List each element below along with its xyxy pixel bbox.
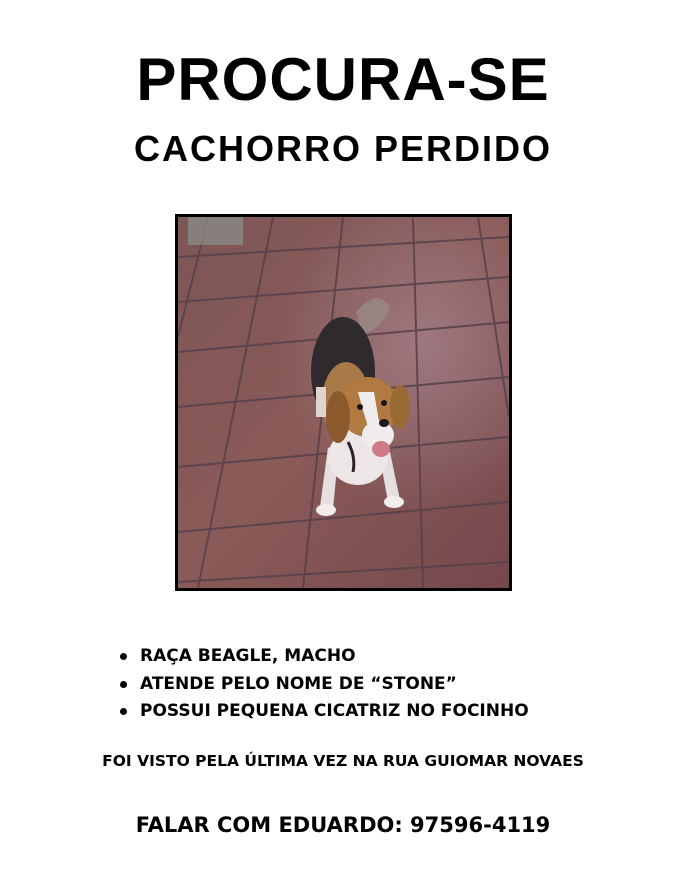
beagle-dog-photo [178,217,509,588]
dog-details-list [118,643,529,726]
detail-name: ATENDE PELO NOME DE “STONE” [118,671,529,699]
poster-subtitle: CACHORRO PERDIDO [133,128,552,169]
detail-scar: POSSUI PEQUENA CICATRIZ NO FOCINHO [118,698,529,726]
last-seen-text: FOI VISTO PELA ÚLTIMA VEZ NA RUA GUIOMAR NOVAES [102,752,584,770]
contact-text: FALAR COM EDUARDO: 97596-4119 [135,813,551,837]
dog-photo [175,214,512,591]
poster-title: PROCURA-SE [136,46,550,113]
detail-breed: RAÇA BEAGLE, MACHO [118,643,529,671]
